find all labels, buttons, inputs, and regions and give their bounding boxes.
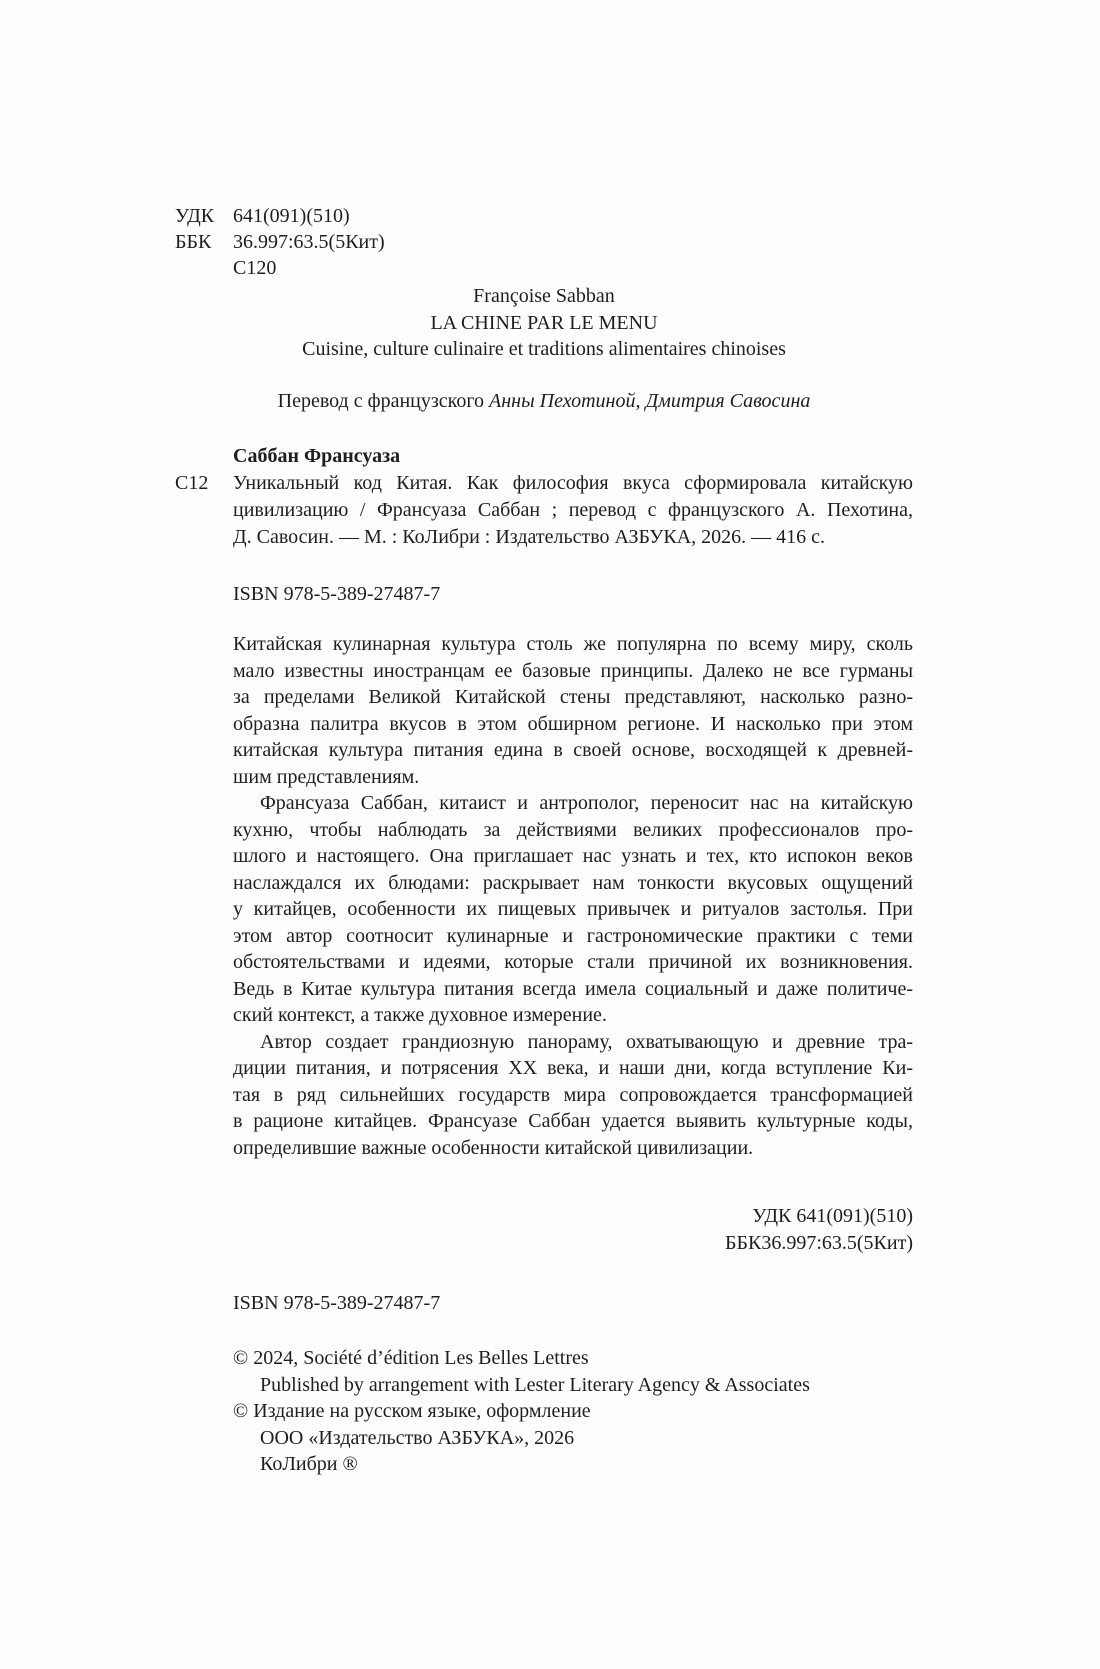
original-title: LA CHINE PAR LE MENU — [430, 311, 658, 334]
bottom-codes-block — [233, 1203, 913, 1256]
udk-value: 641(091)(510) — [233, 205, 350, 227]
catalog-line: цивилизацию / Франсуаза Саббан ; перевод с французского А. Пехотина, — [233, 499, 913, 521]
annotation-line: образна палитра вкусов в этом обширном регионе. И насколько при этом — [233, 712, 913, 735]
original-title-block — [175, 283, 913, 363]
copyright-line: © Издание на русском языке, оформление — [233, 1400, 591, 1422]
original-subtitle: Cuisine, culture culinaire et traditions alimentaires chinoises — [302, 338, 786, 360]
copyright-line: Published by arrangement with Lester Literary Agency & Associates — [260, 1373, 810, 1396]
copyright-block — [233, 1345, 953, 1478]
annotation-line: китайская культура питания едина в своей основе, восходящей к древней- — [233, 739, 913, 761]
copyright-line: КоЛибри ® — [260, 1453, 358, 1475]
annotation-line: у китайцев, особенности их пищевых привычек и ритуалов застолья. При — [233, 898, 913, 920]
catalog-line: Уникальный код Китая. Как философия вкуса сформировала китайскую — [233, 472, 913, 494]
annotation-line: в рационе китайцев. Франсуазе Саббан удается выявить культурные коды, — [233, 1110, 913, 1132]
annotation-line: шим представлениям. — [233, 765, 420, 788]
annotation-line: определившие важные особенности китайской цивилизации. — [233, 1136, 754, 1159]
udk-label: УДК — [175, 205, 215, 227]
translators-names: Анны Пехотиной, Дмитрия Савосина — [489, 390, 811, 412]
annotation-line: Китайская кулинарная культура столь же популярна по всему миру, сколь — [233, 633, 913, 655]
annotation-line: мало известны иностранцам ее базовые принципы. Далеко не все гурманы — [233, 659, 913, 682]
bbk-label: ББК — [175, 231, 212, 253]
author-sign: С120 — [233, 257, 277, 279]
isbn-top: ISBN 978-5-389-27487-7 — [233, 583, 441, 605]
annotation-line: этом автор соотносит кулинарные и гастрономические практики с теми — [233, 924, 913, 947]
annotation-line: Ведь в Китае культура питания всегда имела социальный и даже политиче- — [233, 977, 913, 1000]
annotation-line: наслаждался их блюдами: раскрывает нам тонкости вкусовых ощущений — [233, 871, 913, 894]
catalog-card — [175, 443, 913, 551]
copyright-line: © 2024, Société d’édition Les Belles Lettres — [233, 1347, 589, 1369]
translation-credit — [175, 388, 913, 415]
annotation-line: шлого и настоящего. Она приглашает нас узнать и тех, кто испокон веков — [233, 845, 913, 867]
annotation — [233, 631, 913, 1161]
annotation-line: за пределами Великой Китайской стены представляют, насколько разно- — [233, 686, 913, 708]
annotation-line: кухню, чтобы наблюдать за действиями великих профессионалов про- — [233, 818, 913, 841]
bottom-bbk: ББК36.997:63.5(5Кит) — [725, 1231, 913, 1254]
original-author: Françoise Sabban — [473, 285, 615, 307]
annotation-line: Франсуаза Саббан, китаист и антрополог, переносит нас на китайскую — [260, 792, 913, 814]
catalog-card-code: С12 — [175, 472, 209, 494]
isbn-bottom: ISBN 978-5-389-27487-7 — [233, 1292, 441, 1314]
annotation-line: обстоятельствами и идеями, которые стали причиной их возникновения. — [233, 951, 913, 973]
bbk-value: 36.997:63.5(5Кит) — [233, 231, 385, 253]
catalog-author: Саббан Франсуаза — [233, 445, 401, 467]
copyright-line: ООО «Издательство АЗБУКА», 2026 — [260, 1426, 575, 1449]
bottom-udk: УДК 641(091)(510) — [752, 1205, 913, 1227]
translation-credit-prefix: Перевод с французского — [277, 390, 490, 412]
annotation-line: Автор создает грандиозную панораму, охватывающую и древние тра- — [260, 1030, 913, 1053]
catalog-line: Д. Савосин. — М. : КоЛибри : Издательство АЗБУКА, 2026. — 416 с. — [233, 526, 826, 548]
annotation-line: диции питания, и потрясения XX века, и наши дни, когда вступление Ки- — [233, 1057, 913, 1079]
annotation-line: тая в ряд сильнейших государств мира сопровождается трансформацией — [233, 1083, 913, 1106]
annotation-line: ский контекст, а также духовное измерение. — [233, 1004, 607, 1026]
